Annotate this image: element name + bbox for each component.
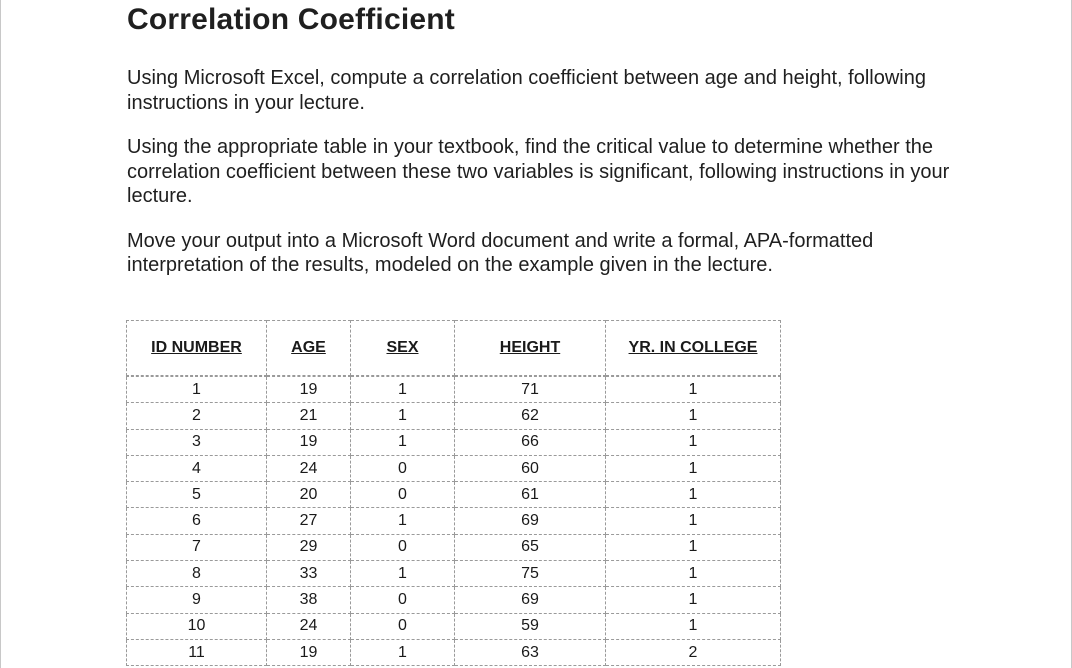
cell-sex: 0 [351,587,455,613]
cell-height: 60 [455,455,606,481]
cell-height: 61 [455,482,606,508]
table-row [127,455,781,481]
cell-yr-in-college: 1 [606,377,781,403]
cell-yr-in-college: 1 [606,403,781,429]
cell-id-number: 8 [127,561,267,587]
cell-yr-in-college: 2 [606,639,781,665]
cell-age: 27 [267,508,351,534]
cell-yr-in-college: 1 [606,482,781,508]
cell-sex: 1 [351,508,455,534]
cell-id-number: 11 [127,639,267,665]
cell-id-number: 3 [127,429,267,455]
instruction-paragraph-3: Move your output into a Microsoft Word document and write a formal, APA-formatted interpretation of the results, modeled on the example given in the lecture. [127,229,874,276]
cell-height: 65 [455,534,606,560]
instruction-paragraph-1: Using Microsoft Excel, compute a correlation coefficient between age and height, following instructions in your lecture. [127,67,926,114]
cell-sex: 1 [351,429,455,455]
cell-age: 24 [267,613,351,639]
cell-height: 69 [455,508,606,534]
cell-height: 59 [455,613,606,639]
cell-id-number: 5 [127,482,267,508]
cell-sex: 0 [351,613,455,639]
header-sex: SEX [351,321,455,376]
table-row [127,561,781,587]
header-yr-in-college: YR. IN COLLEGE [606,321,781,376]
cell-id-number: 6 [127,508,267,534]
cell-yr-in-college: 1 [606,429,781,455]
cell-sex: 1 [351,639,455,665]
data-table [126,320,781,666]
table-row [127,587,781,613]
header-age: AGE [267,321,351,376]
cell-yr-in-college: 1 [606,613,781,639]
table-row [127,429,781,455]
cell-age: 19 [267,639,351,665]
cell-sex: 0 [351,482,455,508]
cell-age: 20 [267,482,351,508]
cell-sex: 1 [351,561,455,587]
cell-sex: 1 [351,377,455,403]
cell-sex: 0 [351,534,455,560]
cell-yr-in-college: 1 [606,455,781,481]
cell-age: 21 [267,403,351,429]
cell-height: 69 [455,587,606,613]
cell-height: 66 [455,429,606,455]
table-row [127,639,781,665]
table-row [127,482,781,508]
table-row [127,613,781,639]
cell-yr-in-college: 1 [606,508,781,534]
table-body [127,376,781,666]
cell-age: 19 [267,429,351,455]
cell-id-number: 1 [127,377,267,403]
cell-id-number: 2 [127,403,267,429]
cell-age: 29 [267,534,351,560]
cell-age: 33 [267,561,351,587]
cell-height: 71 [455,377,606,403]
cell-sex: 1 [351,403,455,429]
instruction-paragraph-2: Using the appropriate table in your textbook, find the critical value to determine whether the correlation coefficient between these two variables is significant, following instructions in your lecture. [127,136,950,207]
table-row [127,377,781,403]
page-title: Correlation Coefficient [127,3,455,36]
cell-id-number: 4 [127,455,267,481]
cell-height: 75 [455,561,606,587]
cell-id-number: 10 [127,613,267,639]
header-height: HEIGHT [455,321,606,376]
cell-sex: 0 [351,455,455,481]
cell-height: 63 [455,639,606,665]
table-header-row [127,321,781,376]
table-row [127,508,781,534]
cell-id-number: 9 [127,587,267,613]
cell-age: 38 [267,587,351,613]
cell-age: 19 [267,377,351,403]
cell-age: 24 [267,455,351,481]
cell-id-number: 7 [127,534,267,560]
document-content [127,0,957,278]
cell-yr-in-college: 1 [606,587,781,613]
table-row [127,403,781,429]
cell-yr-in-college: 1 [606,534,781,560]
header-id-number: ID NUMBER [127,321,267,376]
cell-height: 62 [455,403,606,429]
cell-yr-in-college: 1 [606,561,781,587]
table-row [127,534,781,560]
